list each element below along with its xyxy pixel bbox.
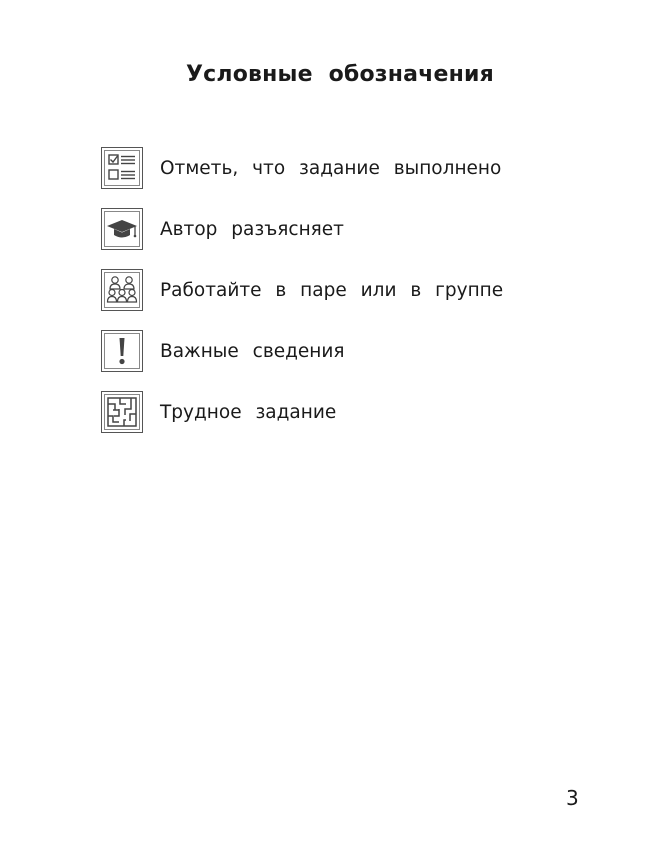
checklist-icon bbox=[101, 147, 143, 189]
legend-label: Важные сведения bbox=[160, 340, 345, 362]
legend-item-important bbox=[101, 329, 503, 373]
maze-icon bbox=[101, 391, 143, 433]
page-number: 3 bbox=[566, 786, 579, 810]
group-people-icon bbox=[101, 269, 143, 311]
legend-label: Автор разъясняет bbox=[160, 218, 344, 240]
legend-label: Отметь, что задание выполнено bbox=[160, 157, 502, 179]
page-title: Условные обозначения bbox=[185, 62, 494, 87]
legend-list bbox=[101, 146, 503, 451]
legend-label: Работайте в паре или в группе bbox=[160, 279, 504, 301]
legend-label: Трудное задание bbox=[160, 401, 337, 423]
legend-item-group bbox=[101, 268, 503, 312]
legend-item-done bbox=[101, 146, 503, 190]
graduation-cap-icon bbox=[101, 208, 143, 250]
legend-item-hard bbox=[101, 390, 503, 434]
legend-item-author bbox=[101, 207, 503, 251]
exclamation-icon bbox=[101, 330, 143, 372]
